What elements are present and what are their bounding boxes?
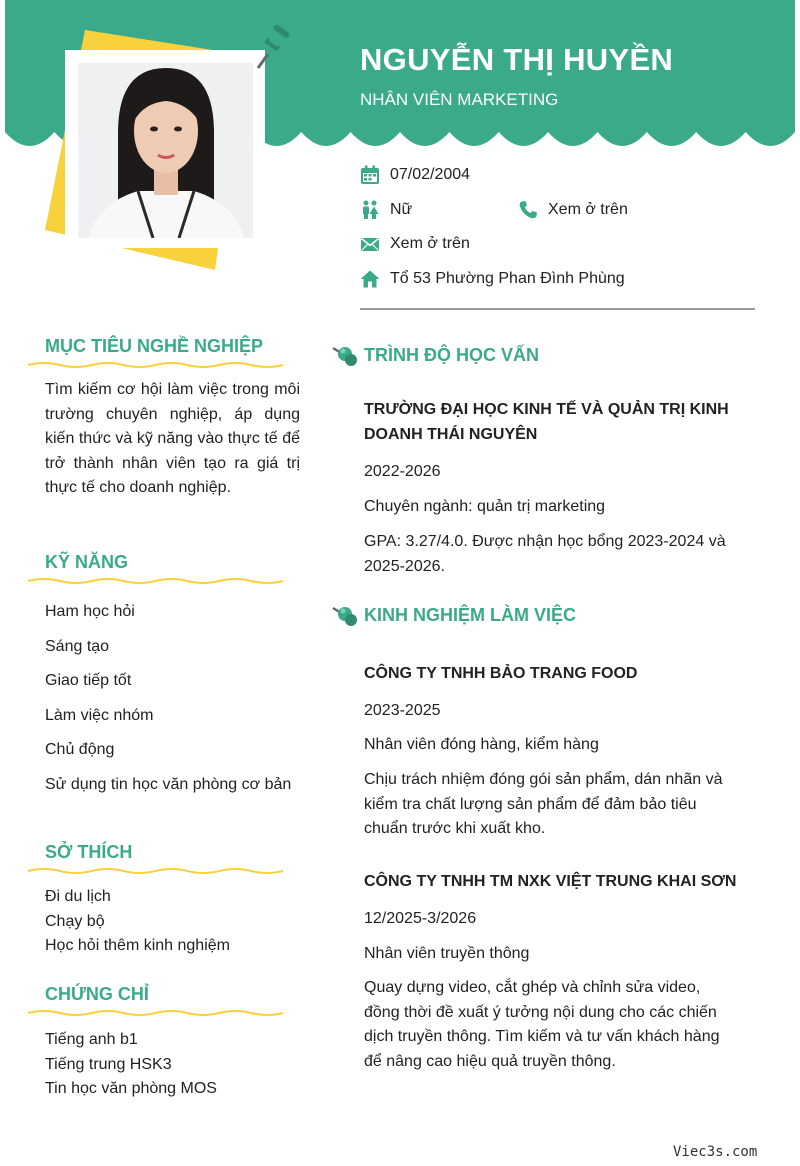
list-item: Làm việc nhóm: [45, 706, 154, 724]
wavy-underline: [28, 1008, 283, 1018]
list-item: Giao tiếp tốt: [45, 672, 132, 689]
profile-photo: [78, 63, 253, 238]
email-row: [360, 234, 470, 254]
job-position: Nhân viên truyền thông: [364, 945, 530, 962]
school-name: TRƯỜNG ĐẠI HỌC KINH TẾ VÀ QUẢN TRỊ KINH DOANH THÁI NGUYÊN: [364, 401, 729, 443]
email-value: Xem ở trên: [390, 235, 470, 252]
phone-icon: [518, 200, 538, 220]
list-item: Học hỏi thêm kinh nghiệm: [45, 937, 230, 954]
certificates-section: [28, 984, 300, 1102]
hobbies-section: [28, 842, 300, 959]
objective-section: [28, 336, 300, 501]
pushpin-icon: [250, 24, 292, 72]
brand-watermark[interactable]: Viec3s.com: [673, 1144, 758, 1160]
phone-row: [518, 200, 628, 220]
education-note: GPA: 3.27/4.0. Được nhận học bổng 2023-2024 và 2025-2026.: [364, 533, 726, 575]
section-title: SỞ THÍCH: [45, 842, 133, 862]
job-period: 2023-2025: [364, 702, 441, 719]
candidate-name: NGUYỄN THỊ HUYỀN: [360, 42, 674, 77]
address-row: [360, 269, 625, 289]
calendar-icon: [360, 165, 380, 185]
section-title: KỸ NĂNG: [45, 552, 129, 572]
phone-value: Xem ở trên: [548, 201, 628, 218]
birthday-row: [360, 165, 470, 185]
job-description: Chịu trách nhiệm đóng gói sản phẩm, dán nhãn và kiểm tra chất lượng sản phẩm để đảm bảo tiêu chuẩn trước khi xuất kho.: [364, 771, 723, 837]
list-item: Chủ động: [45, 741, 115, 758]
hobbies-list: [28, 885, 300, 959]
list-item: Tin học văn phòng MOS: [45, 1080, 217, 1097]
home-icon: [360, 269, 380, 289]
job-title: NHÂN VIÊN MARKETING: [360, 90, 559, 109]
gender-row: [360, 200, 412, 220]
education-heading: [330, 340, 750, 370]
job-company: CÔNG TY TNHH TM NXK VIỆT TRUNG KHAI SƠN: [364, 873, 737, 890]
job-company: CÔNG TY TNHH BẢO TRANG FOOD: [364, 665, 638, 682]
pushpin-icon: [330, 340, 358, 370]
list-item: Ham học hỏi: [45, 603, 135, 620]
pushpin-icon: [330, 600, 358, 630]
wavy-underline: [28, 576, 283, 586]
list-item: Tiếng anh b1: [45, 1031, 138, 1048]
list-item: Sử dụng tin học văn phòng cơ bản: [45, 775, 292, 793]
job-description: Quay dựng video, cắt ghép và chỉnh sửa video, đồng thời đề xuất ý tưởng nội dung cho các chiến dịch truyền thông. Tìm kiếm và tư vấn khách hàng để nâng cao hiệu quả truyền thông.: [364, 979, 720, 1070]
list-item: Tiếng trung HSK3: [45, 1055, 172, 1073]
section-title: MỤC TIÊU NGHỀ NGHIỆP: [45, 336, 264, 356]
list-item: Sáng tạo: [45, 637, 110, 655]
envelope-icon: [360, 234, 380, 254]
contact-divider: [360, 308, 755, 310]
birthday-value: 07/02/2004: [390, 166, 471, 183]
education-period: 2022-2026: [364, 463, 441, 480]
wavy-underline: [28, 866, 283, 876]
section-title: CHỨNG CHỈ: [45, 984, 149, 1004]
job-period: 12/2025-3/2026: [364, 910, 477, 927]
gender-icon: [360, 200, 380, 220]
objective-text: Tìm kiếm cơ hội làm việc trong môi trường chuyên nghiệp, áp dụng kiến thức và kỹ năng vào thực tế để trở thành nhân viên tạo ra giá trị thực tế cho doanh nghiệp.: [45, 381, 300, 496]
experience-heading: [330, 600, 750, 630]
section-title: TRÌNH ĐỘ HỌC VẤN: [364, 344, 539, 365]
job-position: Nhân viên đóng hàng, kiểm hàng: [364, 736, 599, 753]
list-item: Đi du lịch: [45, 888, 111, 905]
address-value: Tổ 53 Phường Phan Đình Phùng: [390, 270, 625, 287]
gender-value: Nữ: [390, 201, 413, 218]
education-major: Chuyên ngành: quản trị marketing: [364, 498, 606, 515]
wavy-underline: [28, 360, 283, 370]
skills-section: [28, 552, 300, 807]
list-item: Chạy bộ: [45, 912, 105, 930]
section-title: KINH NGHIỆM LÀM VIỆC: [364, 604, 577, 625]
certificates-list: [28, 1028, 300, 1102]
skills-list: [28, 600, 300, 797]
